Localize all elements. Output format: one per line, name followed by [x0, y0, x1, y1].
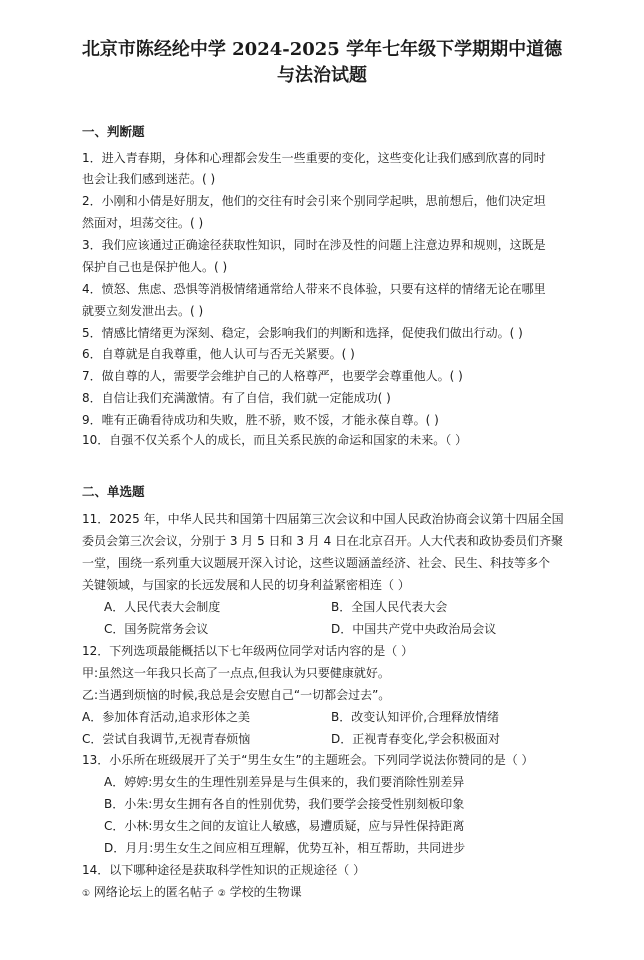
judgment-line: 6．自尊就是自我尊重，他人认可与否无关紧要。( )	[82, 347, 355, 361]
judgment-line: 2．小刚和小倩是好朋友，他们的交往有时会引来个别同学起哄，思前想后，他们决定坦	[82, 194, 546, 208]
q13-option-d: D．月月:男生女生之间应相互理解，优势互补，相互帮助，共同进步	[104, 841, 466, 855]
q12-option-d: D．正视青春变化,学会积极面对	[331, 732, 501, 746]
q14-item-2-marker: ②	[217, 889, 226, 899]
q14-item-1: 网络论坛上的匿名帖子	[93, 885, 214, 899]
judgment-line: 8．自信让我们充满激情。有了自信，我们就一定能成功( )	[82, 391, 391, 405]
q11-option-d: D．中国共产党中央政治局会议	[331, 622, 497, 636]
judgment-line: 3．我们应该通过正确途径获取性知识，同时在涉及性的问题上注意边界和规则，这既是	[82, 238, 546, 252]
q11-stem-line: 11．2025 年，中华人民共和国第十四届第三次会议和中国人民政治协商会议第十四届全国	[82, 512, 564, 526]
q11-stem-line: 一堂，围绕一系列重大议题展开深入讨论，这些议题涵盖经济、社会、民生、科技等多个	[82, 556, 551, 570]
section-heading-judgment: 一、判断题	[82, 124, 145, 139]
q13-stem: 13．小乐所在班级展开了关于“男生女生”的主题班会。下列同学说法你赞同的是（ ）	[82, 753, 534, 767]
judgment-line: 4．愤怒、焦虑、恐惧等消极情绪通常给人带来不良体验，只要有这样的情绪无论在哪里	[82, 282, 546, 296]
judgment-line: 7．做自尊的人，需要学会维护自己的人格尊严，也要学会尊重他人。( )	[82, 369, 463, 383]
q12-option-c: C．尝试自我调节,无视青春烦恼	[82, 732, 251, 746]
judgment-line: 5．情感比情绪更为深刻、稳定，会影响我们的判断和选择，促使我们做出行动。( )	[82, 326, 523, 340]
q14-item-1-marker: ①	[82, 889, 91, 899]
q12-dialogue-line: 乙:当遇到烦恼的时候,我总是会安慰自己“一切都会过去”。	[82, 688, 391, 702]
q14-item-2: 学校的生物课	[229, 885, 302, 899]
q11-stem-line: 委员会第三次会议，分别于 3 月 5 日和 3 月 4 日在北京召开。人大代表和政协委员们齐聚	[82, 534, 564, 548]
judgment-line: 也会让我们感到迷茫。( )	[82, 172, 216, 186]
q12-option-b: B．改变认知评价,合理释放情绪	[331, 710, 500, 724]
q11-stem-line: 关键领域，与国家的长远发展和人民的切身利益紧密相连（ ）	[82, 578, 410, 592]
q13-option-a: A．婷婷:男女生的生理性别差异是与生俱来的，我们要消除性别差异	[104, 775, 465, 789]
judgment-line: 1．进入青春期，身体和心理都会发生一些重要的变化，这些变化让我们感到欣喜的同时	[82, 151, 546, 165]
exam-title-line-2: 与法治试题	[277, 65, 367, 86]
judgment-line: 就要立刻发泄出去。( )	[82, 304, 204, 318]
judgment-line: 保护自己也是保护他人。( )	[82, 260, 228, 274]
judgment-line: 然面对，坦荡交往。( )	[82, 216, 204, 230]
judgment-line: 10．自强不仅关系个人的成长，而且关系民族的命运和国家的未来。（ ）	[82, 433, 468, 447]
q12-option-a: A．参加体育活动,追求形体之美	[82, 710, 251, 724]
q12-dialogue-line: 甲:虽然这一年我只长高了一点点,但我认为只要健康就好。	[82, 666, 390, 680]
q14-stem: 14．以下哪种途径是获取科学性知识的正规途径（ ）	[82, 863, 366, 877]
q13-option-b: B．小朱:男女生拥有各自的性别优势，我们要学会接受性别刻板印象	[104, 797, 465, 811]
q13-option-c: C．小林:男女生之间的友谊让人敏感，易遭质疑，应与异性保持距离	[104, 819, 465, 833]
q14-items	[82, 884, 302, 902]
judgment-line: 9．唯有正确看待成功和失败，胜不骄，败不馁，才能永葆自尊。( )	[82, 413, 439, 427]
section-heading-single-choice: 二、单选题	[82, 484, 145, 499]
q12-stem: 12．下列选项最能概括以下七年级两位同学对话内容的是（ ）	[82, 644, 414, 658]
q11-option-a: A．人民代表大会制度	[104, 600, 221, 614]
q11-option-b: B．全国人民代表大会	[331, 600, 448, 614]
q11-option-c: C．国务院常务会议	[104, 622, 209, 636]
exam-title-line-1: 北京市陈经纶中学 2024-2025 学年七年级下学期期中道德	[81, 39, 563, 60]
